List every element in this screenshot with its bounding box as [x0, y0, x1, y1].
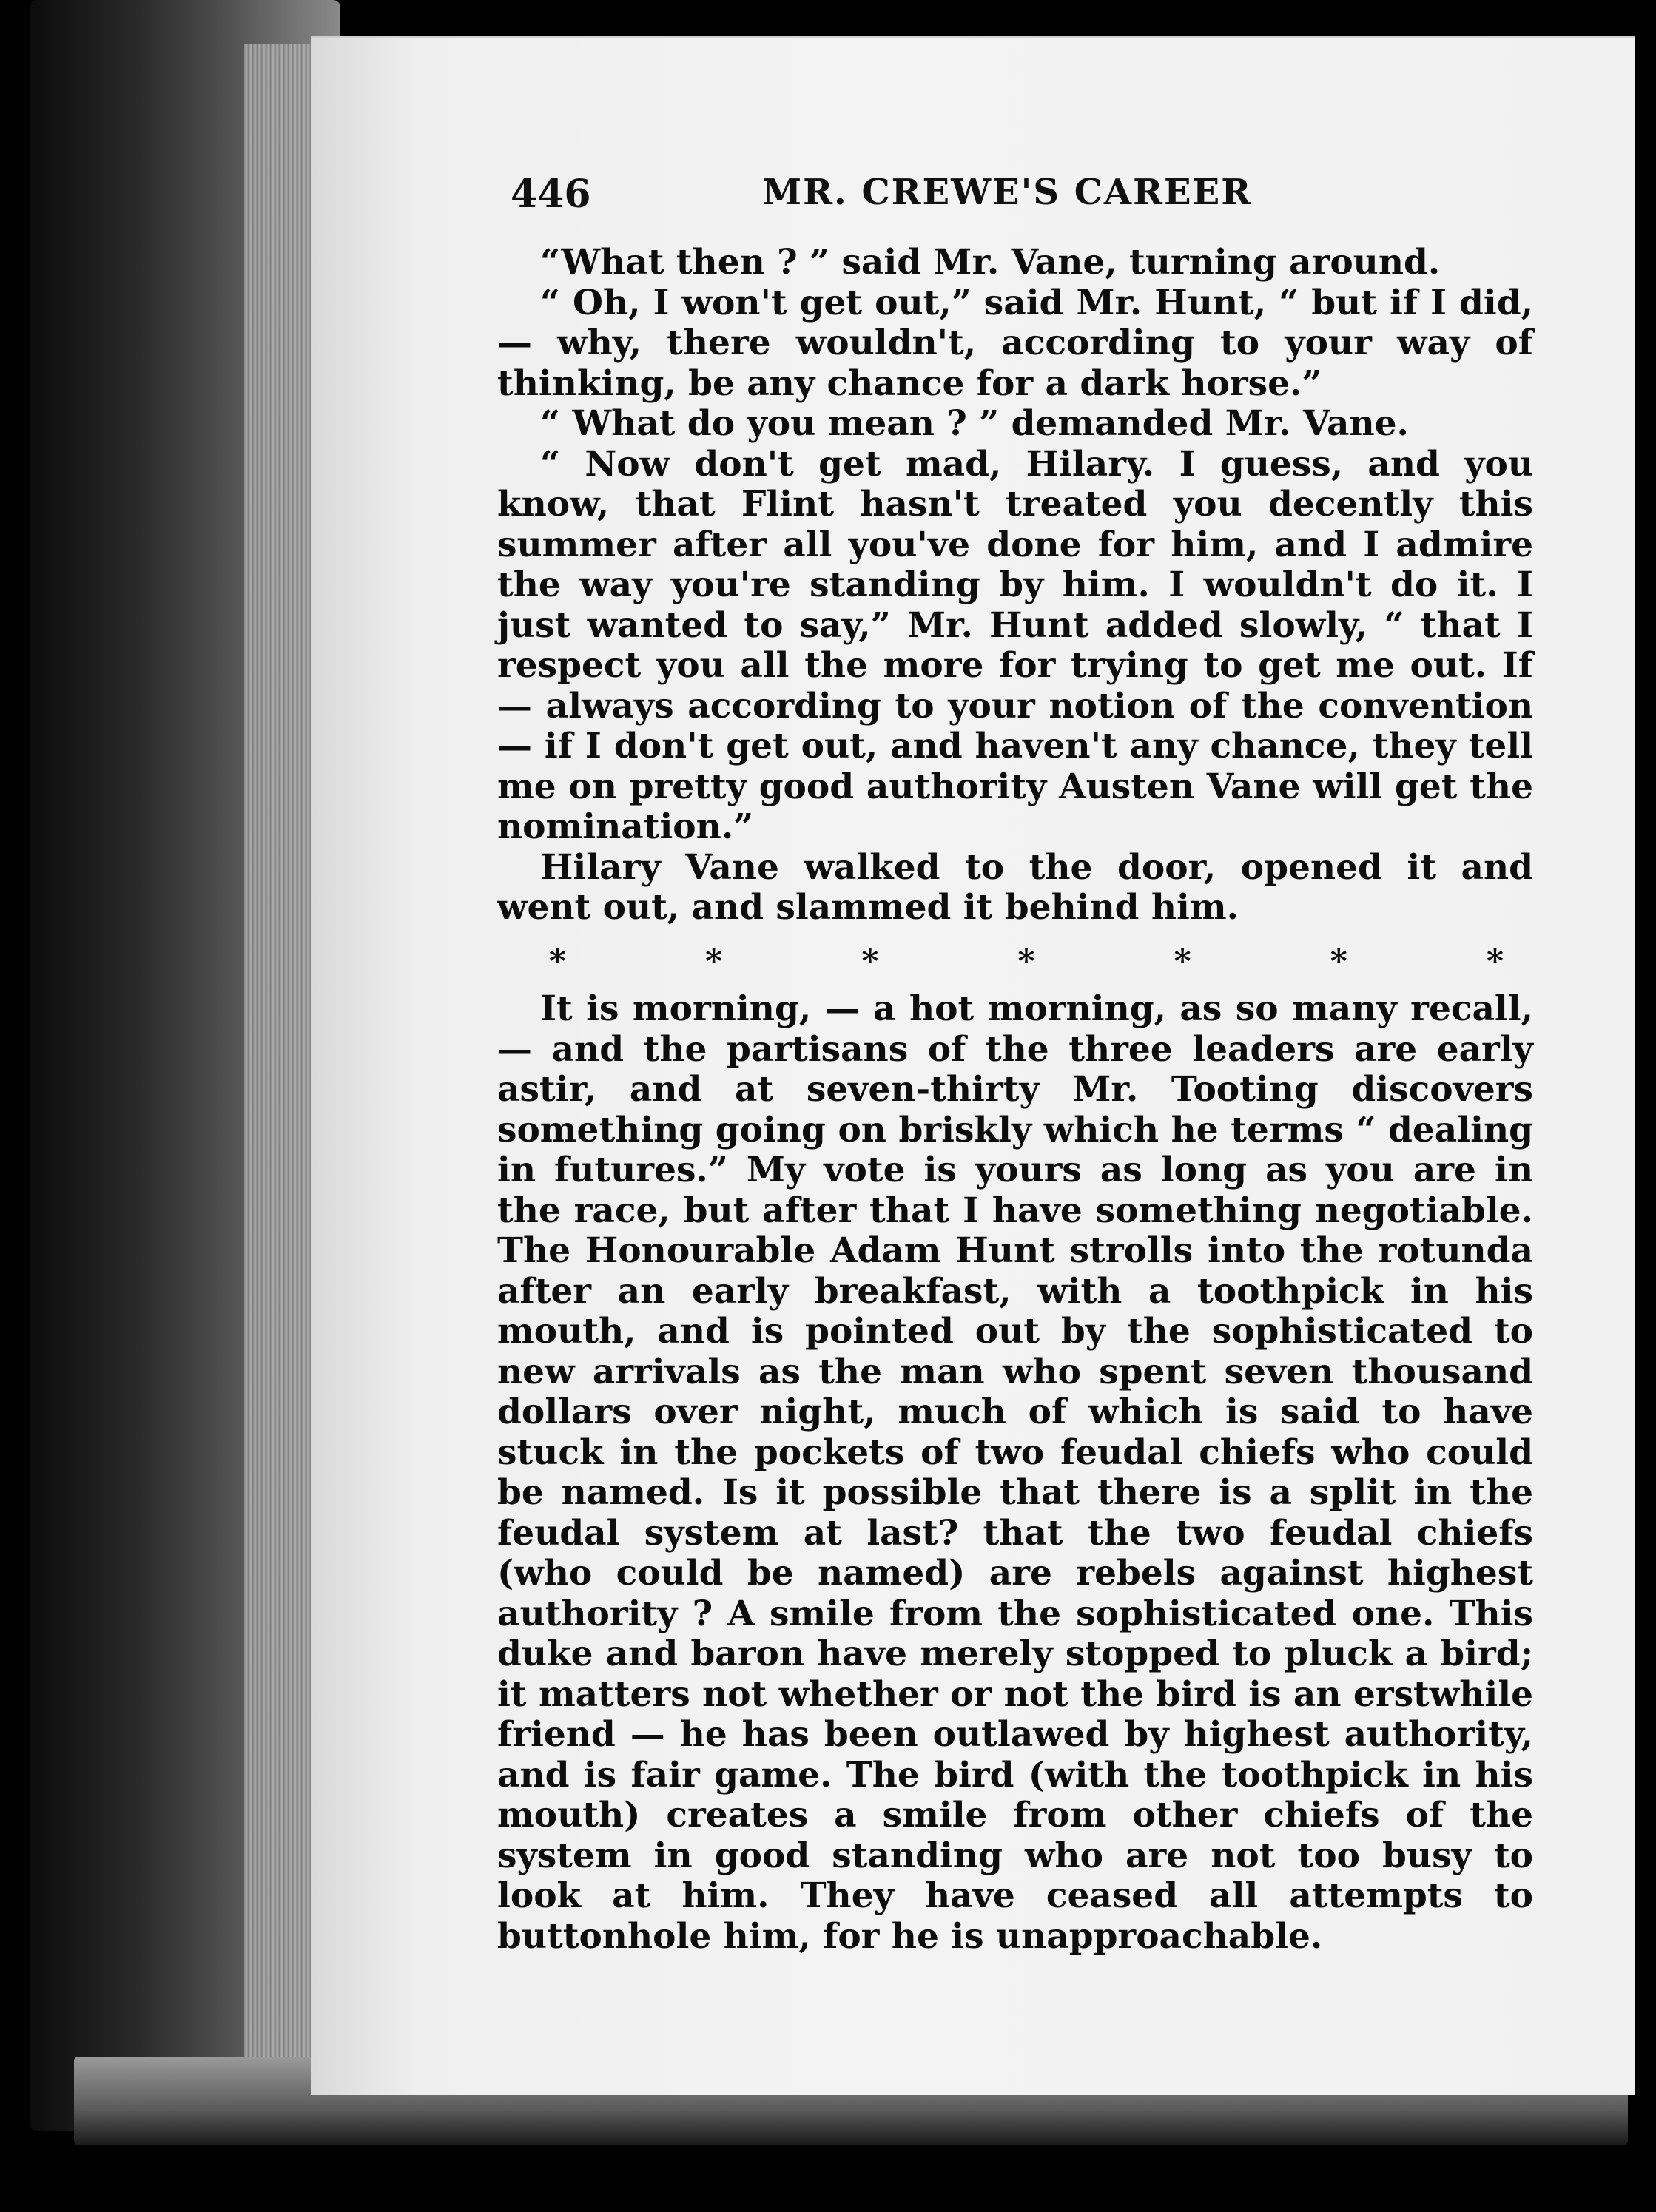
- paragraph: “ What do you mean ? ” demanded Mr. Vane.: [540, 403, 1409, 444]
- section-break: [497, 928, 1533, 990]
- asterisk: *: [1330, 942, 1347, 980]
- asterisk: *: [1174, 942, 1191, 980]
- page-number: 446: [511, 172, 591, 217]
- asterisk: *: [1486, 942, 1504, 980]
- paragraph: It is morning, — a hot morning, as so many recall, — and the partisans of the three leaders are early astir, and at seven-thirty Mr. Tooting discovers something going on briskly which he terms “ dealing in futures.” My vote is yours as long as you are in the race, but after that I have something negotiable. The Honourable Adam Hunt strolls into the rotunda after an early breakfast, with a toothpick in his mouth, and is pointed out by the sophisticated to new arrivals as the man who spent seven thousand dollars over night, much of which is said to have stuck in the pockets of two feudal chiefs who could be named. Is it possible that there is a split in the feudal system at last? that the two feudal chiefs (who could be named) are rebels against highest authority ? A smile from the sophisticated one. This duke and baron have merely stopped to pluck a bird; it matters not whether or not the bird is an erstwhile friend — he has been outlawed by highest authority, and is fair game. The bird (with the toothpick in his mouth) creates a smile from other chiefs of the system in good standing who are not too busy to look at him. They have ceased all attempts to buttonhole him, for he is unapproachable.: [497, 988, 1533, 1957]
- asterisk: *: [861, 942, 879, 980]
- asterisk: *: [549, 942, 567, 980]
- asterisk: *: [1017, 942, 1035, 980]
- running-title: MR. CREWE'S CAREER: [762, 172, 1253, 213]
- paragraph: Hilary Vane walked to the door, opened it and went out, and slammed it behind him.: [497, 846, 1533, 928]
- page-header: [511, 172, 1265, 216]
- paragraph: “ Oh, I won't get out,” said Mr. Hunt, “ but if I did, — why, there wouldn't, according to your way of thinking, be any chance for a dark horse.”: [497, 282, 1533, 404]
- asterisk: *: [705, 942, 723, 980]
- body-text: [497, 243, 1533, 1957]
- paragraph: “ Now don't get mad, Hilary. I guess, and you know, that Flint hasn't treated you decently this summer after all you've done for him, and I admire the way you're standing by him. I wouldn't do it. I just wanted to say,” Mr. Hunt added slowly, “ that I respect you all the more for trying to get me out. If — always according to your notion of the convention — if I don't get out, and haven't any chance, they tell me on pretty good authority Austen Vane will get the nomination.”: [497, 443, 1533, 847]
- paragraph: “What then ? ” said Mr. Vane, turning around.: [540, 242, 1441, 283]
